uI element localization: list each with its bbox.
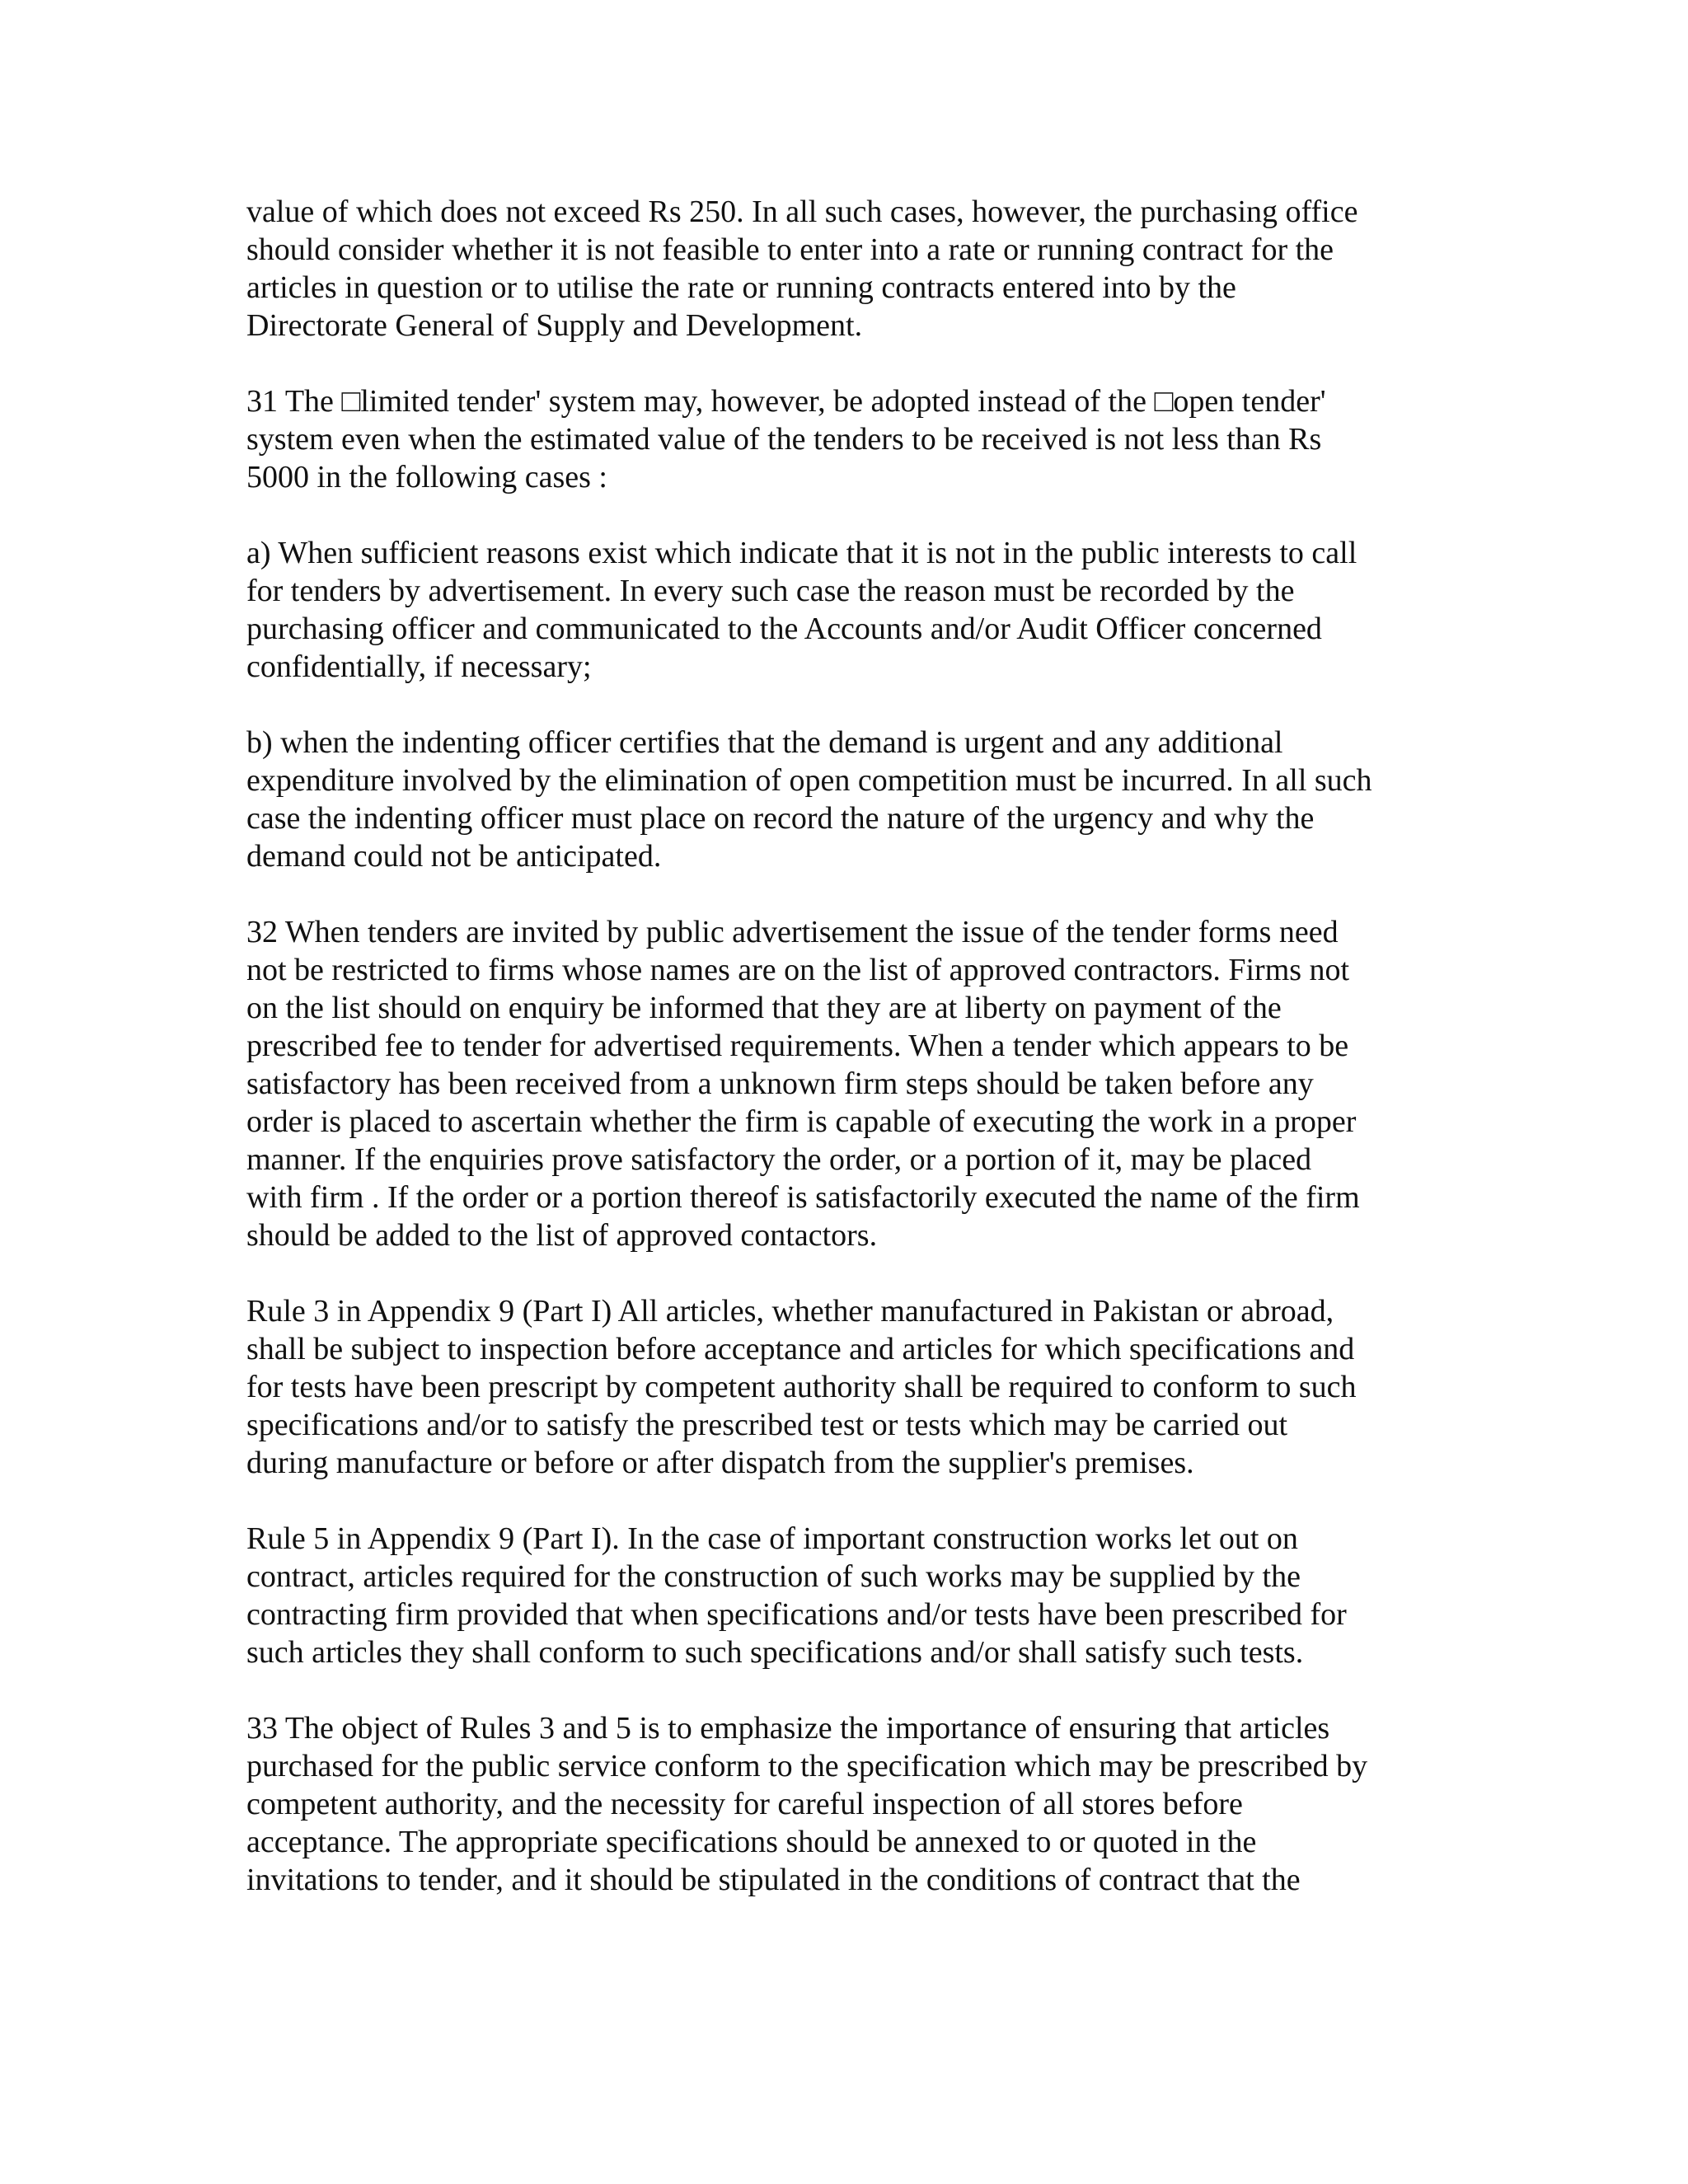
paragraph-continuation-value: value of which does not exceed Rs 250. In all such cases, however, the purchasing office should consider whether it is not feasible to enter into a rate or running contract for the articles in question or to utilise the rate or running contracts entered into by the Directorate General of Supply and Development. <box>246 194 1358 343</box>
document-body <box>246 193 1466 1899</box>
paragraph-31-case-a: a) When sufficient reasons exist which indicate that it is not in the public interests to call for tenders by advertisement. In every such case the reason must be recorded by the purchasing officer and communicated to the Accounts and/or Audit Officer concerned confidentially, if necessary; <box>246 536 1357 684</box>
paragraph-rule-5: Rule 5 in Appendix 9 (Part I). In the case of important construction works let out on contract, articles required for the construction of such works may be supplied by the contracting firm provided that when specifications and/or tests have been prescribed for such articles they shall conform to such specifications and/or shall satisfy such tests. <box>246 1521 1347 1670</box>
paragraph-31-limited-tender: 31 The □limited tender' system may, however, be adopted instead of the □open tender' system even when the estimated value of the tenders to be received is not less than Rs 5000 in the following cases : <box>246 384 1326 494</box>
paragraph-rule-3: Rule 3 in Appendix 9 (Part I) All articles, whether manufactured in Pakistan or abroad, shall be subject to inspection before acceptance and articles for which specifications and for tests have been prescript by competent authority shall be required to conform to such specifications and/or to satisfy the prescribed test or tests which may be carried out during manufacture or before or after dispatch from the supplier's premises. <box>246 1294 1357 1480</box>
paragraph-31-case-b: b) when the indenting officer certifies that the demand is urgent and any additional expenditure involved by the elimination of open competition must be incurred. In all such case the indenting officer must place on record the nature of the urgency and why the demand could not be anticipated. <box>246 725 1372 874</box>
paragraph-32-public-advertisement: 32 When tenders are invited by public advertisement the issue of the tender forms need not be restricted to firms whose names are on the list of approved contractors. Firms not on the list should on enquiry be informed that they are at liberty on payment of the prescribed fee to tender for advertised requirements. When a tender which appears to be satisfactory has been received from a unknown firm steps should be taken before any order is placed to ascertain whether the firm is capable of executing the work in a proper manner. If the enquiries prove satisfactory the order, or a portion of it, may be placed with firm . If the order or a portion thereof is satisfactorily executed the name of the firm should be added to the list of approved contactors. <box>246 915 1360 1253</box>
paragraph-33-object-of-rules: 33 The object of Rules 3 and 5 is to emphasize the importance of ensuring that articles purchased for the public service conform to the specification which may be prescribed by competent authority, and the necessity for careful inspection of all stores before acceptance. The appropriate specifications should be annexed to or quoted in the invitations to tender, and it should be stipulated in the conditions of contract that the <box>246 1711 1368 1897</box>
